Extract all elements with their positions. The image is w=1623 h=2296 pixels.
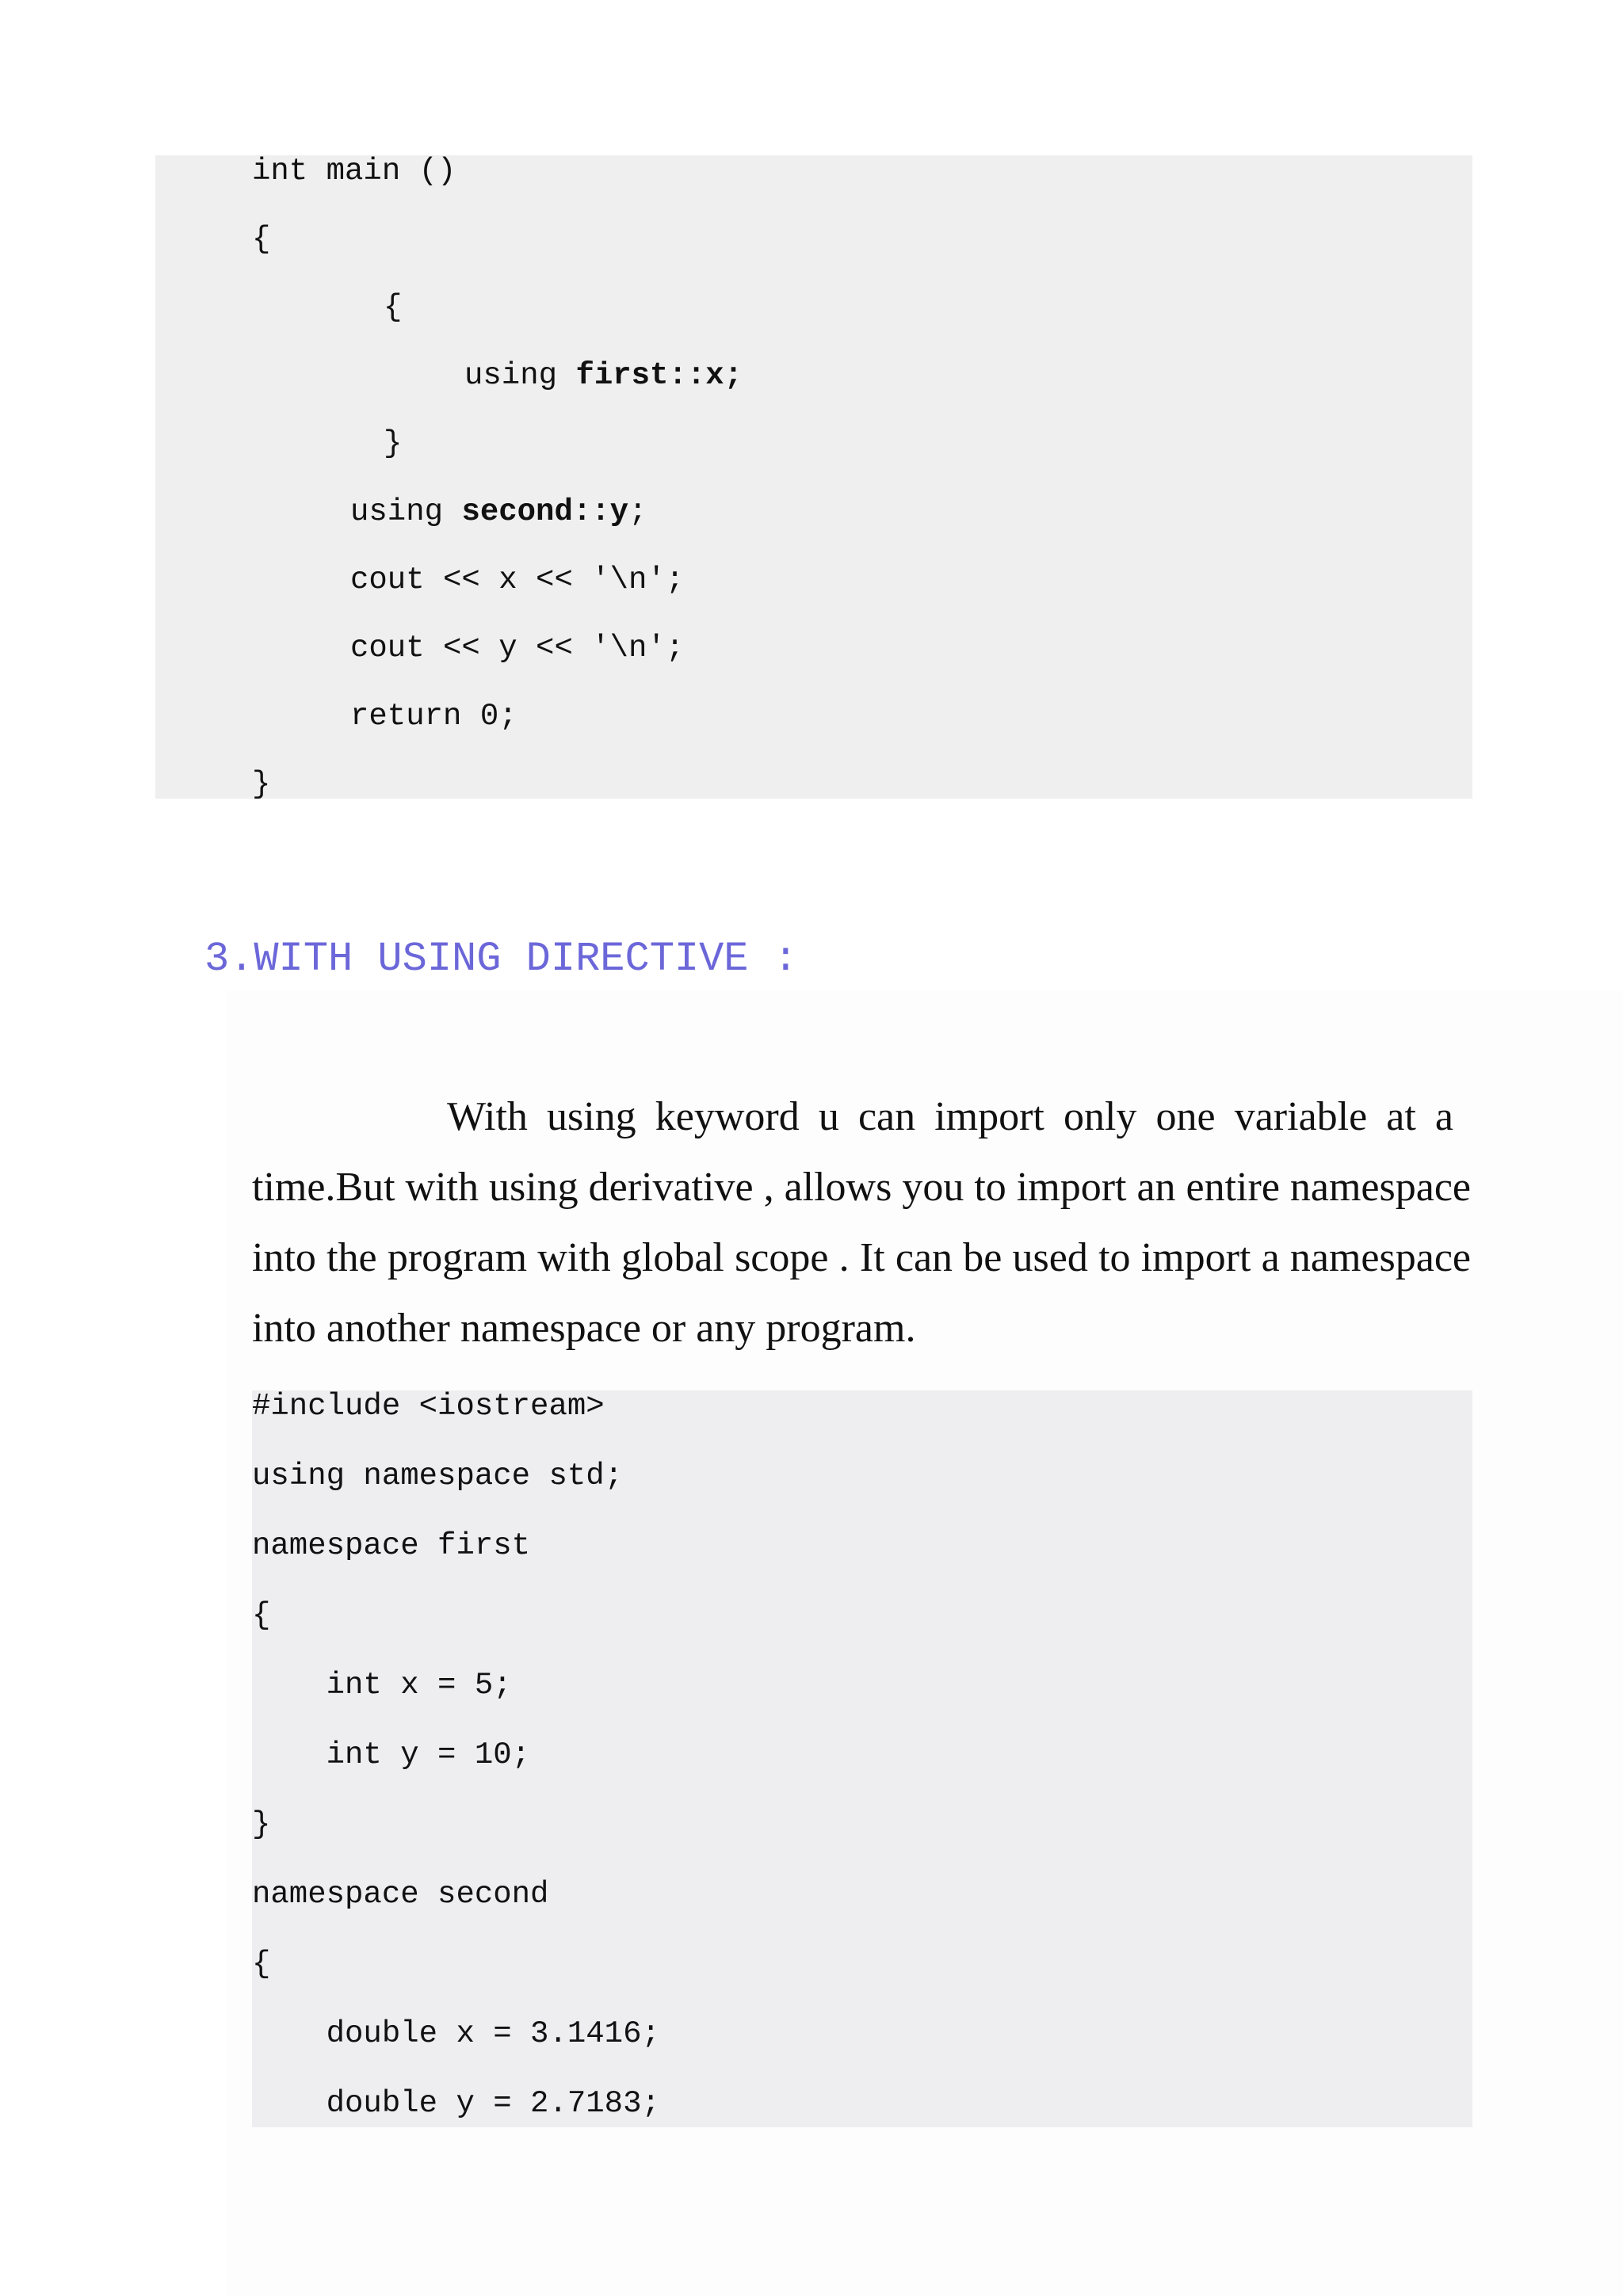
paragraph-line: into another namespace or any program. [252,1306,916,1351]
code-line: } [252,1807,271,1842]
code-line: int main () [252,154,456,189]
code-line: int x = 5; [252,1668,512,1703]
code-line: int y = 10; [252,1737,531,1772]
code-line: { [252,222,271,257]
paragraph-line: time.But with using derivative , allows you to import an entire namespace [252,1165,1471,1210]
code-line: } [252,767,271,802]
code-line: } [384,426,403,461]
code-block-main-function [155,154,1472,802]
code-line: namespace second [252,1877,549,1912]
code-line: namespace first [252,1528,531,1563]
section-heading: 3.WITH USING DIRECTIVE : [204,936,798,982]
paragraph-line: into the program with global scope . It can be used to import a namespace [252,1235,1471,1280]
code-block-namespaces [252,1390,1472,2127]
code-line: cout << y << '\n'; [350,631,685,666]
code-line: double y = 2.7183; [252,2086,660,2121]
code-line: #include <iostream> [252,1389,605,1424]
code-line: using second::y; [350,494,647,529]
code-line: using namespace std; [252,1459,624,1493]
code-line: cout << x << '\n'; [350,563,685,597]
paragraph-line: With using keyword u can import only one variable at a [447,1094,1453,1139]
code-line: double x = 3.1416; [252,2016,660,2051]
code-line: { [384,290,403,325]
code-line: { [252,1598,271,1633]
code-line: { [252,1947,271,1981]
code-line: return 0; [350,699,517,734]
code-line: using first::x; [464,358,743,393]
